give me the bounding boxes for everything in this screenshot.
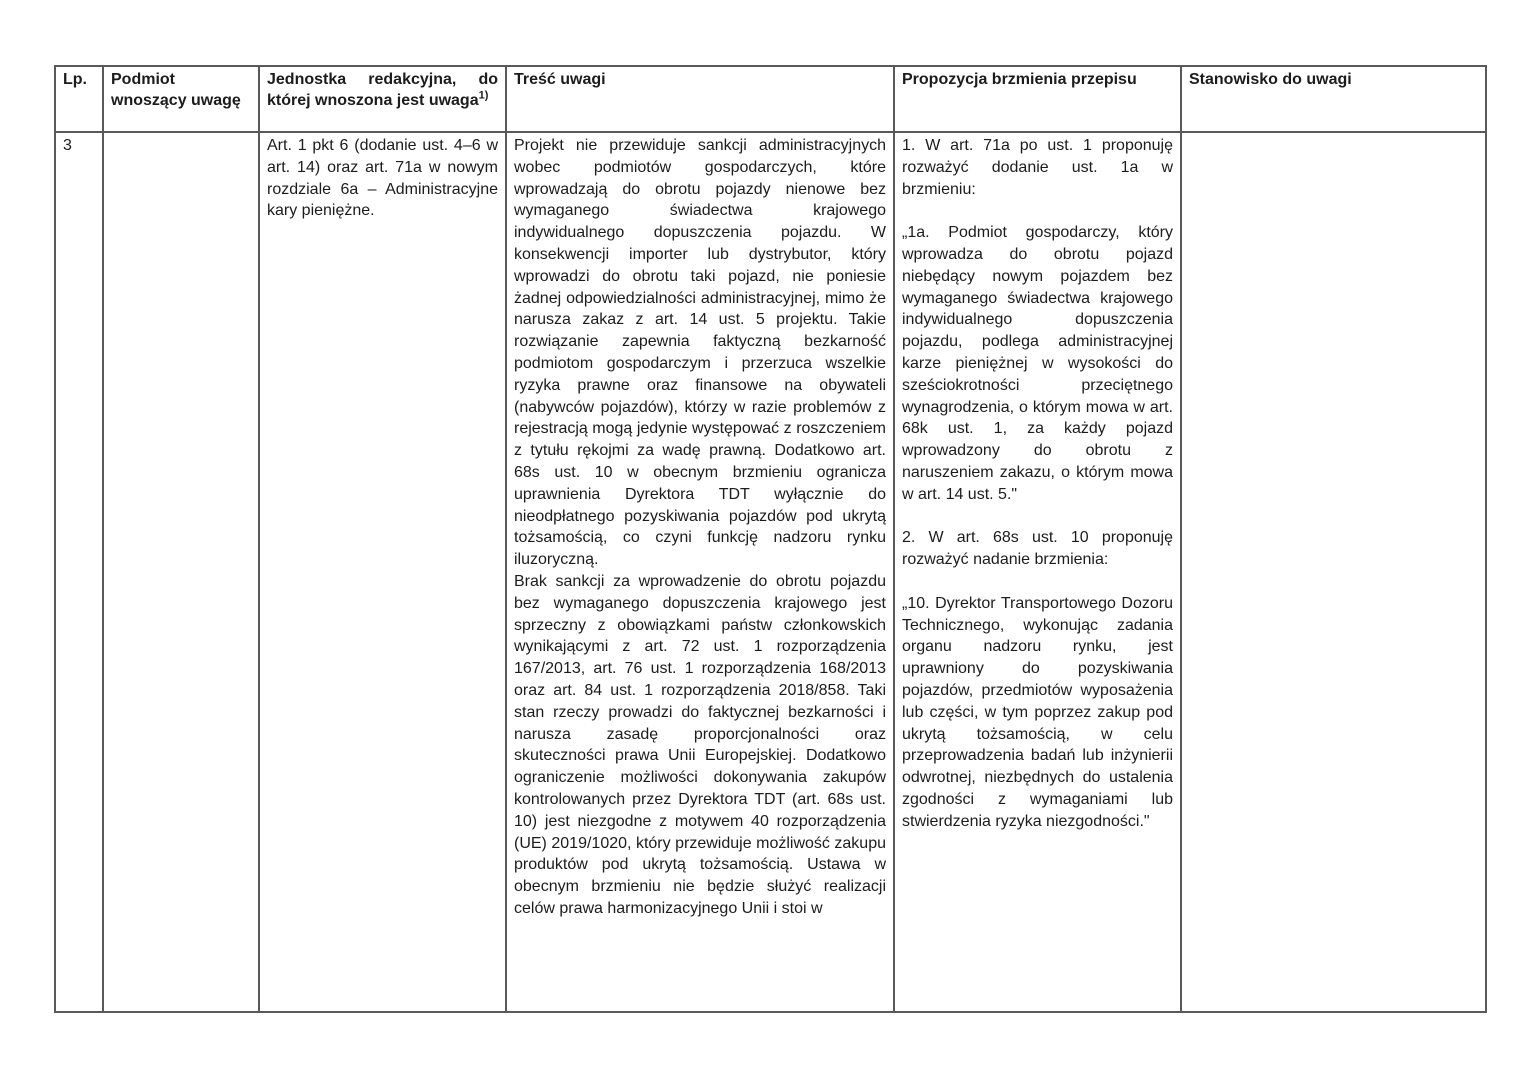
cell-lp: 3 (55, 132, 103, 1012)
footnote-marker: 1) (478, 89, 489, 102)
col-header-podmiot: Podmiot wnoszący uwagę (103, 66, 259, 132)
col-header-propozycja: Propozycja brzmienia przepisu (894, 66, 1181, 132)
tresc-paragraph-1: Projekt nie przewiduje sankcji administracyjnych wobec podmiotów gospodarczych, które wprowadzają do obrotu pojazdy nienowe bez wymaganego świadectwa krajowego indywidualnego dopuszczenia pojazdu. W konsekwencji importer lub dystrybutor, który wprowadzi do obrotu taki pojazd, nie poniesie żadnej odpowiedzialności administracyjnej, mimo że narusza zakaz z art. 14 ust. 5 projektu. Takie rozwiązanie zapewnia faktyczną bezkarność podmiotom gospodarczym i przerzuca wszelkie ryzyka prawne oraz finansowe na obywateli (nabywców pojazdów), którzy w razie problemów z rejestracją mogą jedynie występować z roszczeniem z tytułu rękojmi za wadę prawną. Dodatkowo art. 68s ust. 10 w obecnym brzmieniu ogranicza uprawnienia Dyrektora TDT wyłącznie do nieodpłatnego pozyskiwania pojazdów pod ukrytą tożsamością, co czyni funkcję nadzoru rynku iluzoryczną. (514, 137, 886, 569)
header-row (55, 66, 1486, 132)
propozycja-paragraph-1: 1. W art. 71a po ust. 1 proponuję rozważyć dodanie ust. 1a w brzmieniu: (902, 137, 1173, 198)
col-header-stanowisko: Stanowisko do uwagi (1181, 66, 1486, 132)
jednostka-text: Art. 1 pkt 6 (dodanie ust. 4–6 w art. 14) oraz art. 71a w nowym rozdziale 6a – Administracyjne kary pieniężne. (267, 137, 498, 220)
propozycja-paragraph-2: „1a. Podmiot gospodarczy, który wprowadza do obrotu pojazd niebędący nowym pojazdem bez wymaganego świadectwa krajowego indywidualnego dopuszczenia pojazdu, podlega administracyjnej karze pieniężnej w wysokości do sześciokrotności przeciętnego wynagrodzenia, o którym mowa w art. 68k ust. 1, za każdy pojazd wprowadzony do obrotu z naruszeniem zakazu, o którym mowa w art. 14 ust. 5." (902, 224, 1173, 503)
col-header-lp: Lp. (55, 66, 103, 132)
comments-table (54, 65, 1487, 1013)
col-header-jednostka-label: Jednostka redakcyjna, do której wnoszona jest uwaga (267, 71, 498, 109)
propozycja-paragraph-4: „10. Dyrektor Transportowego Dozoru Technicznego, wykonując zadania organu nadzoru rynku, jest uprawniony do pozyskiwania pojazdów, przedmiotów wyposażenia lub części, w tym poprzez zakup pod ukrytą tożsamością, w celu przeprowadzenia badań lub inżynierii odwrotnej, niezbędnych do ustalenia zgodności z wymaganiami lub stwierdzenia ryzyka niezgodności." (902, 594, 1173, 830)
cell-tresc (506, 132, 894, 1012)
cell-jednostka (259, 132, 506, 1012)
tresc-paragraph-2: Brak sankcji za wprowadzenie do obrotu pojazdu bez wymaganego dopuszczenia krajowego jest sprzeczny z obowiązkami państw członkowskich wynikającymi z art. 72 ust. 1 rozporządzenia 167/2013, art. 76 ust. 1 rozporządzenia 168/2013 oraz art. 84 ust. 1 rozporządzenia 2018/858. Taki stan rzeczy prowadzi do faktycznej bezkarności i narusza zasadę proporcjonalności oraz skuteczności prawa Unii Europejskiej. Dodatkowo ograniczenie możliwości dokonywania zakupów kontrolowanych przez Dyrektora TDT (art. 68s ust. 10) jest niezgodne z motywem 40 rozporządzenia (UE) 2019/1020, który przewiduje możliwość zakupu produktów pod ukrytą tożsamością. Ustawa w obecnym brzmieniu nie będzie służyć realizacji celów prawa harmonizacyjnego Unii i stoi w (514, 572, 886, 917)
col-header-tresc: Treść uwagi (506, 66, 894, 132)
col-header-jednostka (259, 66, 506, 132)
cell-podmiot (103, 132, 259, 1012)
propozycja-paragraph-3: 2. W art. 68s ust. 10 proponuję rozważyć nadanie brzmienia: (902, 529, 1173, 569)
cell-stanowisko (1181, 132, 1486, 1012)
cell-propozycja (894, 132, 1181, 1012)
table-row (55, 132, 1486, 1012)
